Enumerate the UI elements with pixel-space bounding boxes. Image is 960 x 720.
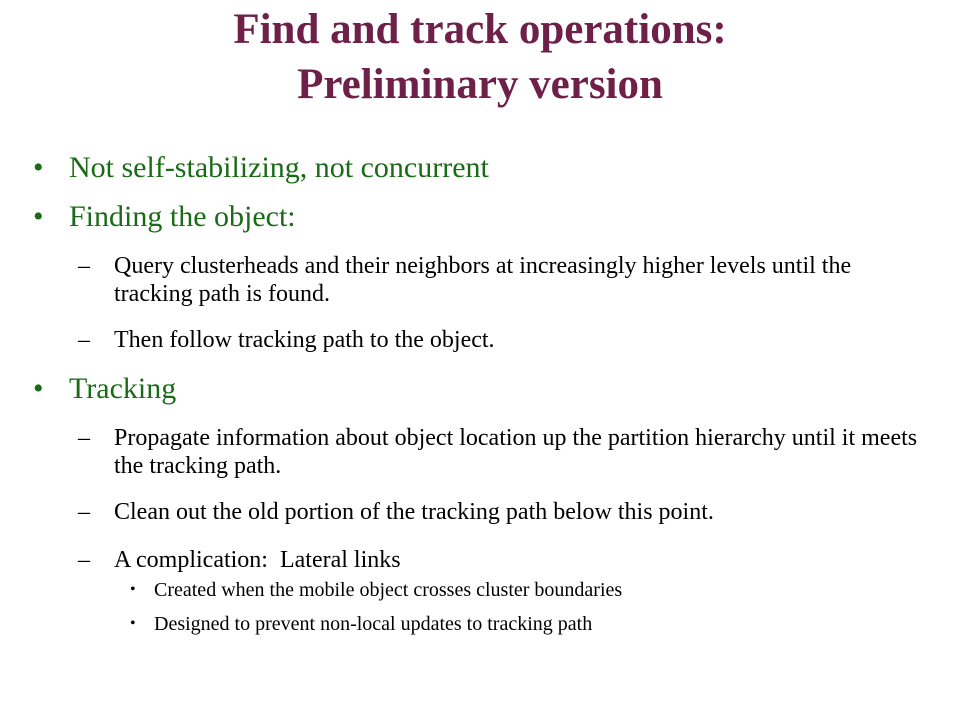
sub-bullet-propagate-information [78,424,918,480]
sub-bullet-text: A complication: Lateral links [114,547,401,573]
dash-marker: – [78,253,90,279]
slide-title [0,2,960,112]
bullet-marker: • [33,200,44,233]
sub-bullet-clean-out [78,498,918,526]
sub-sub-bullet-text: Created when the mobile object crosses cluster boundaries [154,579,623,601]
sub-bullet-text: Query clusterheads and their neighbors at increasingly higher levels until the tracking path is found. [114,253,852,307]
bullet-marker: • [130,615,136,632]
title-line-2: Preliminary version [297,61,663,108]
title-line-1: Find and track operations: [233,6,727,53]
bullet-marker: • [33,151,44,184]
sub-bullet-text: Then follow tracking path to the object. [114,327,495,353]
bullet-marker: • [33,372,44,405]
dash-marker: – [78,425,90,451]
bullet-text: Finding the object: [69,200,296,233]
sub-bullet-text: Clean out the old portion of the tracking path below this point. [114,499,714,525]
sub-bullet-a-complication [78,546,918,574]
bullet-text: Not self-stabilizing, not concurrent [69,151,489,184]
dash-marker: – [78,547,90,573]
bullet-text: Tracking [69,372,177,405]
sub-bullet-text: Propagate information about object location up the partition hierarchy until it meets the tracking path. [114,425,918,479]
dash-marker: – [78,327,90,353]
sub-bullet-follow-tracking-path [78,326,918,354]
sub-bullet-query-clusterheads [78,252,918,308]
bullet-marker: • [130,581,136,598]
dash-marker: – [78,499,90,525]
sub-sub-bullet-text: Designed to prevent non-local updates to tracking path [154,613,593,635]
